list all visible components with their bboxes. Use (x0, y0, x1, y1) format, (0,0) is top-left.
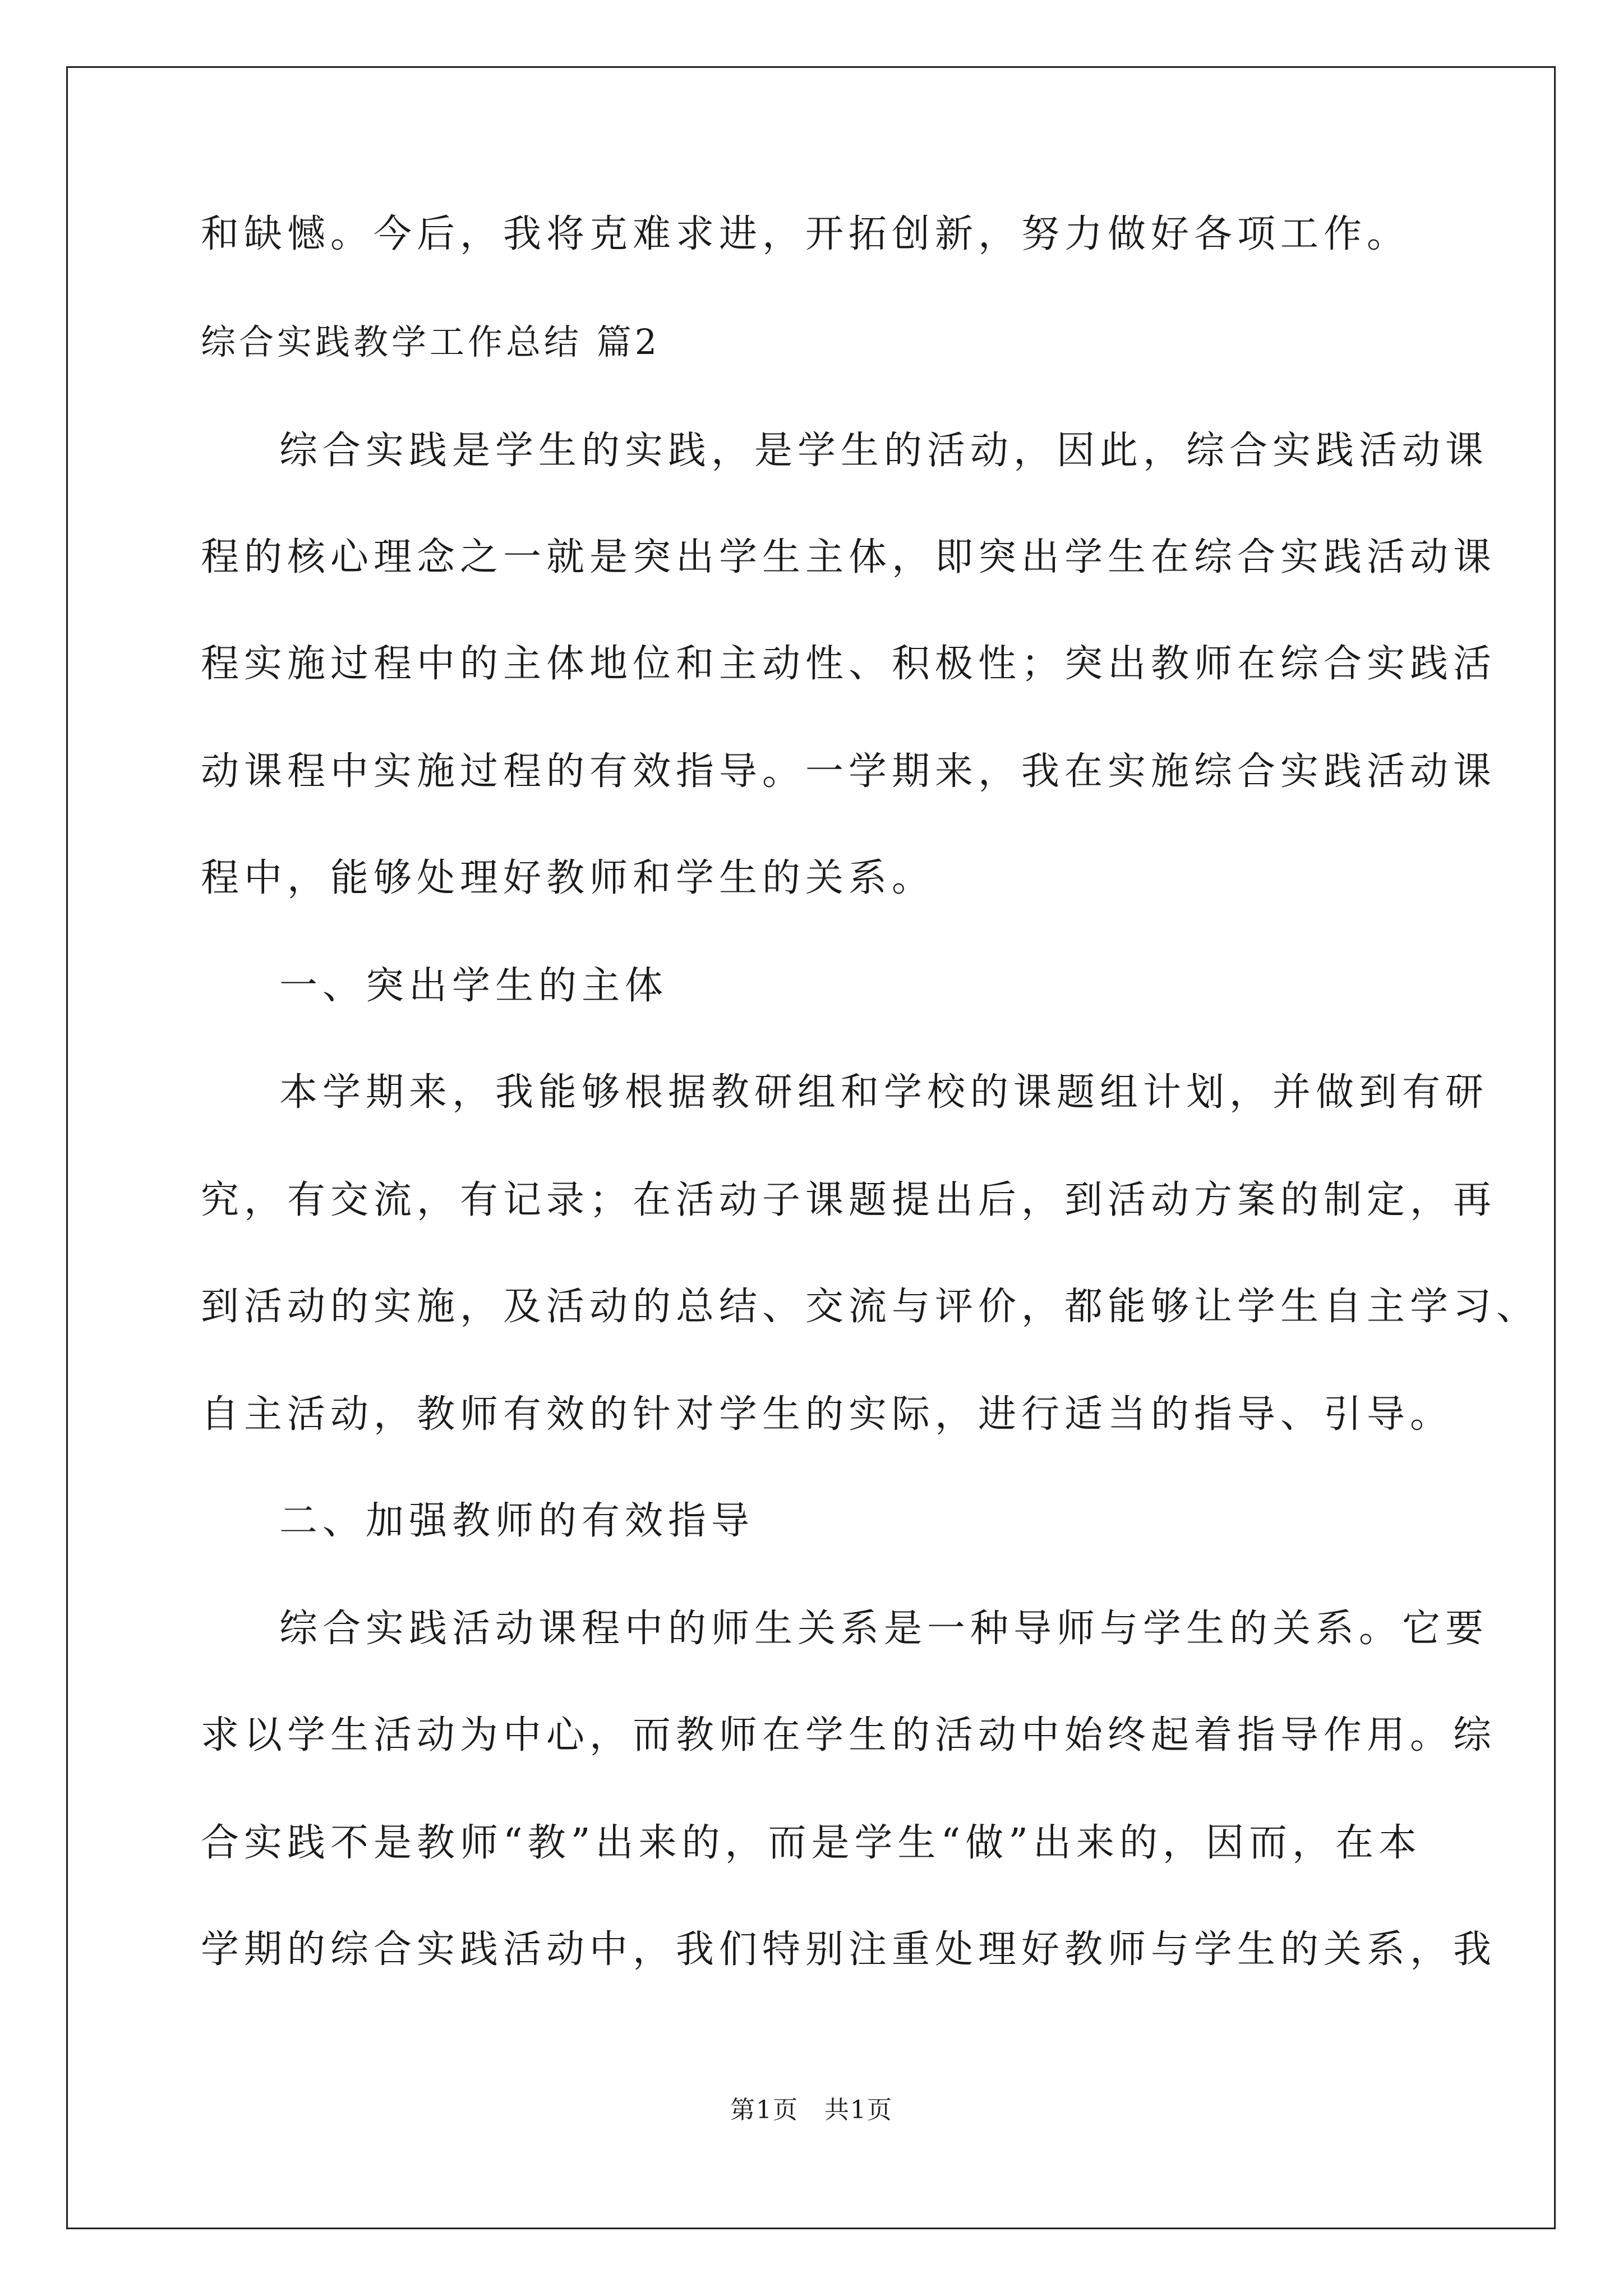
paragraph-line: 程实施过程中的主体地位和主动性、积极性；突出教师在综合实践活 (201, 642, 1497, 686)
paragraph-line: 到活动的实施，及活动的总结、交流与评价，都能够让学生自主学习、 (201, 1285, 1540, 1329)
paragraph-line: 程中，能够处理好教师和学生的关系。 (201, 856, 935, 900)
section-title: 综合实践教学工作总结 篇2 (201, 321, 661, 362)
paragraph-line: 合实践不是教师“教”出来的，而是学生“做”出来的，因而，在本 (201, 1821, 1422, 1865)
subheading: 二、加强教师的有效指导 (279, 1499, 755, 1543)
paragraph-line: 自主活动，教师有效的针对学生的实际，进行适当的指导、引导。 (201, 1392, 1454, 1437)
page-border (66, 66, 1556, 2229)
text-line: 和缺憾。今后，我将克难求进，开拓创新，努力做好各项工作。 (201, 212, 1410, 256)
paragraph-line: 求以学生活动为中心，而教师在学生的活动中始终起着指导作用。综 (201, 1713, 1497, 1757)
paragraph-line: 究，有交流，有记录；在活动子课题提出后，到活动方案的制定，再 (201, 1178, 1497, 1222)
paragraph-line: 综合实践活动课程中的师生关系是一种导师与学生的关系。它要 (279, 1607, 1489, 1651)
paragraph-line: 本学期来，我能够根据教研组和学校的课题组计划，并做到有研 (279, 1070, 1489, 1115)
subheading: 一、突出学生的主体 (279, 964, 668, 1008)
paragraph-line: 程的核心理念之一就是突出学生主体，即突出学生在综合实践活动课 (201, 535, 1497, 579)
paragraph-line: 学期的综合实践活动中，我们特别注重处理好教师与学生的关系，我 (201, 1927, 1497, 1972)
paragraph-line: 动课程中实施过程的有效指导。一学期来，我在实施综合实践活动课 (201, 749, 1497, 794)
paragraph-line: 综合实践是学生的实践，是学生的活动，因此，综合实践活动课 (279, 429, 1489, 473)
page-number-footer: 第1页 共1页 (730, 2096, 893, 2124)
